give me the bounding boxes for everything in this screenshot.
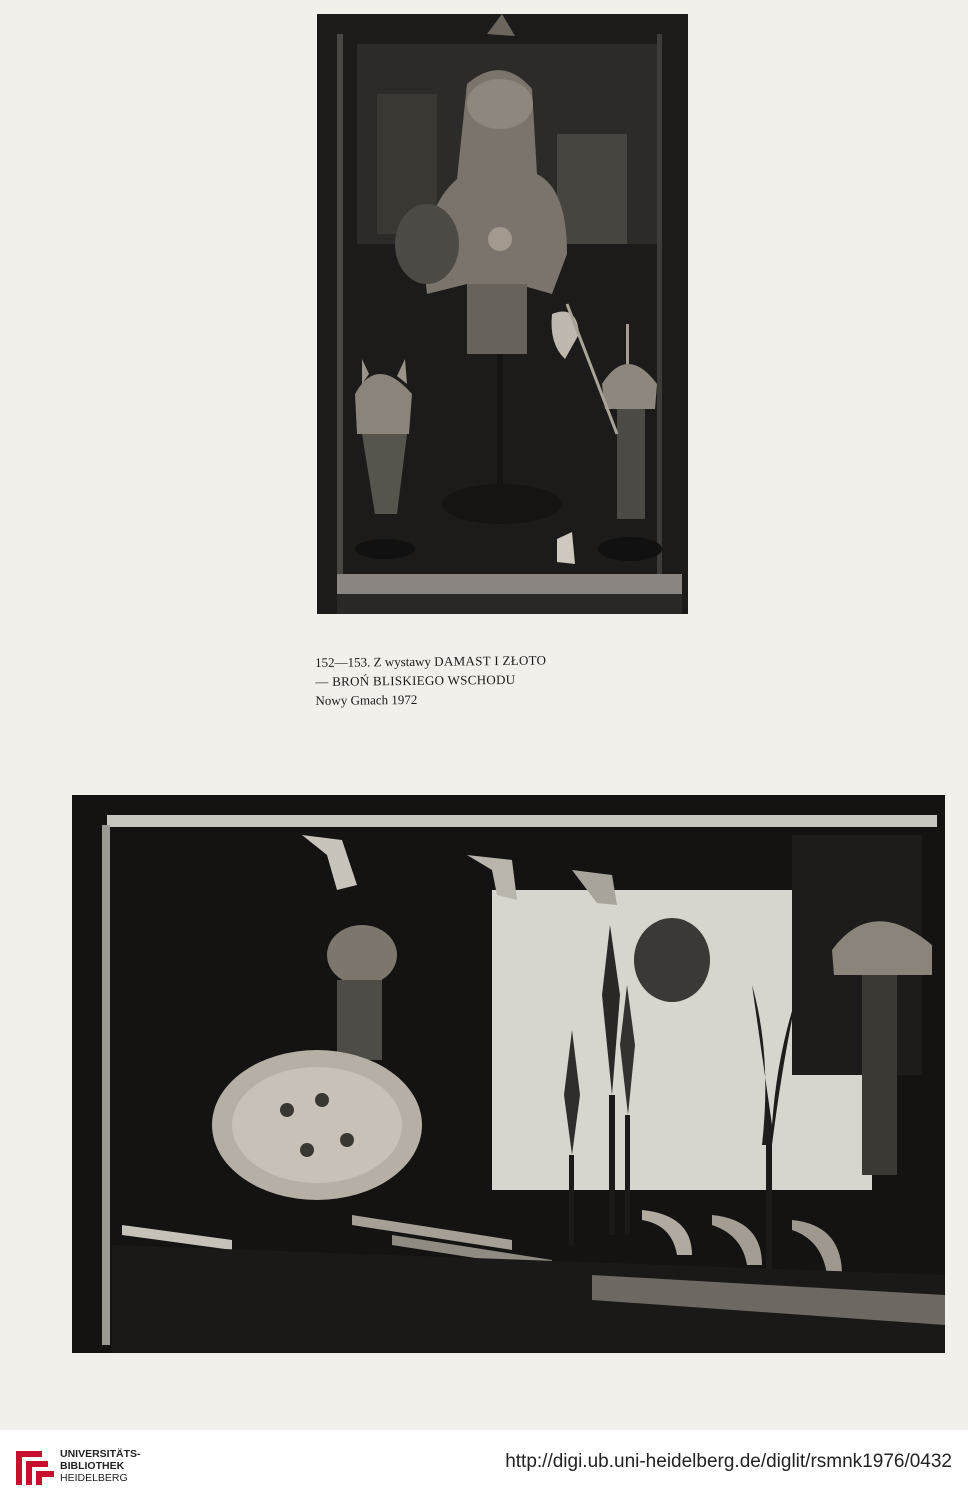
figure-caption [315, 650, 636, 710]
library-name-line-2: BIBLIOTHEK [60, 1460, 125, 1472]
library-name [60, 1448, 141, 1484]
caption-exhibition-title: DAMAST I ZŁOTO [434, 652, 547, 669]
digital-library-url-link[interactable]: http://digi.ub.uni-heidelberg.de/diglit/rsmnk1976/0432 [505, 1451, 952, 1472]
library-name-line-3: HEIDELBERG [60, 1472, 128, 1484]
photo-display-case-armour [317, 14, 688, 614]
university-library-logo-icon[interactable] [12, 1445, 58, 1491]
photo-display-case-weapons [72, 795, 945, 1353]
footer-bar [0, 1430, 968, 1503]
caption-line-3: Nowy Gmach 1972 [315, 691, 418, 708]
caption-figure-numbers: 152—153. Z wystawy [315, 653, 432, 670]
caption-line-2: — BROŃ BLISKIEGO WSCHODU [315, 671, 516, 689]
library-name-line-1: UNIVERSITÄTS- [60, 1448, 141, 1460]
